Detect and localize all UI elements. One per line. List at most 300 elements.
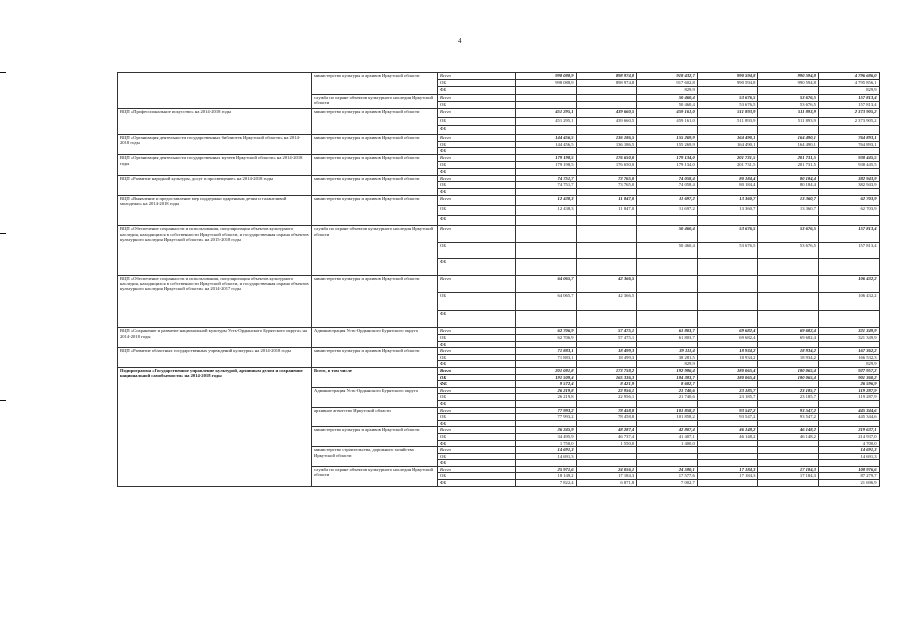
amount-cell (758, 126, 819, 135)
amount-cell: 12 438,3 (516, 195, 577, 205)
funding-source: Всего (438, 275, 516, 293)
program-name: ВЦП «Организация деятельности государственных библиотек Иркутской области» на 2014-2018 годы (118, 134, 312, 154)
amount-cell (697, 440, 758, 447)
program-name: ВЦП «Развитие народной культуры, досуг и просвещение» на 2014-2018 годы (118, 175, 312, 195)
amount-cell (516, 148, 577, 155)
amount-cell: 321 349,9 (818, 335, 879, 342)
amount-cell: 18 499,3 (576, 348, 637, 355)
amount-cell: 74 058,4 (637, 175, 698, 182)
amount-cell (697, 148, 758, 155)
executor-name: министерство культуры и архивов Иркутской области (312, 108, 438, 134)
amount-cell: 48 287,4 (576, 427, 637, 434)
amount-cell (576, 168, 637, 175)
amount-cell: 42 366,5 (576, 293, 637, 311)
executor-name: Администрация Усть-Ордынского Бурятского округа (312, 328, 438, 348)
amount-cell: 11 697,2 (637, 195, 698, 205)
amount-cell: 71 883,1 (516, 348, 577, 355)
executor-name: министерство культуры и архивов Иркутской области (312, 134, 438, 154)
amount-cell: 11 847,0 (576, 206, 637, 216)
funding-source: ОБ (438, 394, 516, 401)
program-name: ВЦП «Развитие областных государственных учреждений культуры» на 2014-2018 годы (118, 348, 312, 368)
amount-cell (516, 226, 577, 242)
amount-cell: 80 184,4 (697, 175, 758, 182)
executor-name: служба по охране объектов культурного наследия Иркутской области (312, 94, 438, 108)
amount-cell: 938 445,5 (818, 161, 879, 168)
executor-name: служба по охране объектов культурного наследия Иркутской области (312, 226, 438, 275)
amount-cell (818, 216, 879, 226)
amount-cell: 998 088,9 (516, 80, 577, 87)
funding-source: ФБ (438, 126, 516, 135)
amount-cell (818, 460, 879, 467)
amount-cell (697, 341, 758, 348)
amount-cell (637, 293, 698, 311)
amount-cell (576, 400, 637, 407)
funding-source: ОБ (438, 354, 516, 361)
margin-mark (0, 72, 6, 73)
amount-cell: 69 682,4 (697, 335, 758, 342)
amount-cell: 173 758,2 (576, 367, 637, 374)
amount-cell: 23 185,7 (758, 387, 819, 394)
amount-cell (516, 341, 577, 348)
amount-cell: 898 974,8 (576, 73, 637, 80)
amount-cell (516, 242, 577, 258)
funding-source: Всего (438, 195, 516, 205)
amount-cell: 201 081,8 (516, 367, 577, 374)
amount-cell: 23 185,7 (697, 394, 758, 401)
table-row (118, 175, 880, 182)
amount-cell: 12 438,3 (516, 206, 577, 216)
amount-cell: 179 134,0 (637, 161, 698, 168)
funding-source: ФБ (438, 148, 516, 155)
amount-cell (758, 480, 819, 487)
funding-source: ФБ (438, 361, 516, 368)
amount-cell: 164 490,1 (697, 141, 758, 148)
funding-source: ФБ (438, 259, 516, 275)
funding-source: Всего (438, 226, 516, 242)
executor-name: служба по охране объектов культурного наследия Иркутской области (312, 466, 438, 486)
amount-cell: 1 550,0 (576, 440, 637, 447)
funding-source: ФБ (438, 460, 516, 467)
executor-name: Всего, в том числе (312, 367, 438, 387)
amount-cell: 93 547,2 (758, 414, 819, 421)
amount-cell: 17 184,3 (758, 466, 819, 473)
funding-source: Всего (438, 427, 516, 434)
amount-cell (758, 420, 819, 427)
executor-name: министерство культуры и архивов Иркутской области (312, 275, 438, 328)
amount-cell: 93 547,2 (697, 414, 758, 421)
amount-cell: 57 475,1 (576, 335, 637, 342)
amount-cell (758, 310, 819, 328)
funding-source: ОБ (438, 453, 516, 460)
amount-cell (516, 400, 577, 407)
amount-cell (697, 259, 758, 275)
amount-cell: 2 373 905,2 (818, 108, 879, 117)
amount-cell: 4 795 856,1 (818, 80, 879, 87)
amount-cell (516, 94, 577, 101)
amount-cell: 42 366,5 (576, 275, 637, 293)
program-name: ВЦП «Обеспечение сохранности и использования, популяризация объектов культурного наследия, находящихся в собственности Иркутской области, и государственная охрана объектов культурного наследия Иркутской области» на 2015-2018 годы (118, 226, 312, 275)
amount-cell: 53 676,5 (758, 226, 819, 242)
amount-cell: 990 594,8 (697, 80, 758, 87)
amount-cell: 7 002,7 (637, 480, 698, 487)
amount-cell: 179 134,0 (637, 155, 698, 162)
funding-source: ФБ (438, 440, 516, 447)
table-row (118, 73, 880, 80)
funding-source: Всего (438, 134, 516, 141)
amount-cell (697, 460, 758, 467)
amount-cell: 53 676,5 (697, 242, 758, 258)
funding-source: ОБ (438, 80, 516, 87)
funding-source: ОБ (438, 473, 516, 480)
amount-cell: 87 279,7 (818, 473, 879, 480)
funding-source: Всего (438, 108, 516, 117)
amount-cell: 764 893,1 (818, 134, 879, 141)
amount-cell: 201 731,5 (758, 155, 819, 162)
amount-cell: 1 750,0 (516, 440, 577, 447)
page-number: 4 (458, 37, 462, 45)
amount-cell (516, 101, 577, 108)
amount-cell: 511 893,9 (697, 108, 758, 117)
amount-cell (576, 361, 637, 368)
amount-cell (516, 216, 577, 226)
budget-table (117, 72, 880, 487)
executor-name: министерство культуры и архивов Иркутской области (312, 73, 438, 95)
amount-cell: 46 737,4 (576, 433, 637, 440)
amount-cell (758, 460, 819, 467)
amount-cell: 77 993,2 (516, 407, 577, 414)
amount-cell: 165 336,3 (576, 374, 637, 381)
amount-cell: 53 676,5 (697, 101, 758, 108)
amount-cell: 990 594,8 (758, 80, 819, 87)
amount-cell (516, 420, 577, 427)
amount-cell: 764 893,1 (818, 141, 879, 148)
amount-cell (637, 168, 698, 175)
amount-cell (576, 94, 637, 101)
amount-cell (576, 460, 637, 467)
amount-cell (758, 216, 819, 226)
amount-cell: 7 822,4 (516, 480, 577, 487)
amount-cell: 17 184,3 (758, 473, 819, 480)
amount-cell: 918 432,7 (637, 73, 698, 80)
amount-cell: 451 295,1 (516, 117, 577, 126)
amount-cell: 74 751,7 (516, 175, 577, 182)
amount-cell: 34 495,9 (516, 433, 577, 440)
amount-cell (637, 341, 698, 348)
amount-cell (576, 148, 637, 155)
funding-source: ОБ (438, 206, 516, 216)
amount-cell: 17 577,6 (637, 473, 698, 480)
amount-cell: 26 596,9 (818, 381, 879, 388)
amount-cell: 73 765,0 (576, 175, 637, 182)
amount-cell: 101 858,2 (637, 407, 698, 414)
amount-cell: 511 893,9 (758, 117, 819, 126)
amount-cell: 22 956,1 (576, 394, 637, 401)
amount-cell (697, 216, 758, 226)
executor-name: министерство культуры и архивов Иркутской области (312, 348, 438, 368)
amount-cell (818, 310, 879, 328)
amount-cell: 80 184,4 (758, 175, 819, 182)
amount-cell (576, 87, 637, 94)
amount-cell: 42 807,4 (637, 427, 698, 434)
amount-cell: 53 676,5 (697, 226, 758, 242)
amount-cell: 14 691,3 (818, 447, 879, 454)
amount-cell: 167 362,2 (818, 348, 879, 355)
amount-cell (516, 189, 577, 196)
funding-source: Всего (438, 447, 516, 454)
amount-cell: 11 847,0 (576, 195, 637, 205)
table-row (118, 134, 880, 141)
amount-cell: 23 185,7 (697, 387, 758, 394)
amount-cell (818, 126, 879, 135)
amount-cell (758, 189, 819, 196)
amount-cell: 176 650,0 (576, 155, 637, 162)
amount-cell (758, 453, 819, 460)
table-row (118, 195, 880, 205)
amount-cell: 78 458,8 (576, 414, 637, 421)
amount-cell: 18 499,3 (576, 354, 637, 361)
amount-cell: 64 065,7 (516, 275, 577, 293)
funding-source: ОБ (438, 242, 516, 258)
amount-cell: 11 697,2 (637, 206, 698, 216)
executor-name: министерство культуры и архивов Иркутской области (312, 427, 438, 447)
amount-cell: 901 360,2 (818, 374, 879, 381)
amount-cell: 61 803,7 (637, 335, 698, 342)
funding-source: Всего (438, 387, 516, 394)
amount-cell: 18 149,2 (516, 473, 577, 480)
program-name: ВЦП «Сохранение и развитие национальной культуры Усть-Ордынского Бурятского округа» на 2014-2018 годы (118, 328, 312, 348)
amount-cell: 74 751,7 (516, 182, 577, 189)
funding-source: Всего (438, 155, 516, 162)
amount-cell: 46 148,2 (758, 433, 819, 440)
amount-cell: 459 161,0 (637, 108, 698, 117)
amount-cell: 26 219,8 (516, 394, 577, 401)
amount-cell: 24 580,1 (637, 466, 698, 473)
program-name: Подпрограмма «Государственное управление культурой, архивным делом и сохранение национальной самобытности» на 2014-2018 годы (118, 367, 312, 486)
amount-cell: 201 731,5 (697, 161, 758, 168)
amount-cell (697, 126, 758, 135)
funding-source: Всего (438, 367, 516, 374)
amount-cell (637, 275, 698, 293)
funding-source: Всего (438, 328, 516, 335)
amount-cell (697, 447, 758, 454)
amount-cell (697, 87, 758, 94)
amount-cell: 25 971,6 (516, 466, 577, 473)
amount-cell: 62 706,9 (516, 328, 577, 335)
table-row (118, 155, 880, 162)
amount-cell: 511 893,9 (697, 117, 758, 126)
funding-source: ФБ (438, 400, 516, 407)
program-name: ВЦП «Профессиональное искусство» на 2014-2018 годы (118, 108, 312, 134)
amount-cell (758, 341, 819, 348)
margin-mark (0, 400, 6, 401)
amount-cell: 78 458,8 (576, 407, 637, 414)
funding-source: ОБ (438, 374, 516, 381)
amount-cell (818, 400, 879, 407)
amount-cell: 77 993,2 (516, 414, 577, 421)
funding-source: ФБ (438, 87, 516, 94)
amount-cell (637, 420, 698, 427)
amount-cell (637, 460, 698, 467)
amount-cell: 829,9 (637, 87, 698, 94)
amount-cell: 53 676,5 (758, 101, 819, 108)
amount-cell: 13 360,7 (758, 195, 819, 205)
amount-cell: 998 088,9 (516, 73, 577, 80)
amount-cell (697, 310, 758, 328)
amount-cell: 50 460,4 (637, 242, 698, 258)
funding-source: Всего (438, 175, 516, 182)
amount-cell: 201 731,5 (758, 161, 819, 168)
amount-cell (516, 310, 577, 328)
amount-cell: 13 360,7 (697, 195, 758, 205)
funding-source: ОБ (438, 117, 516, 126)
executor-name: Администрация Усть-Ордынского Бурятского округа (312, 387, 438, 407)
funding-source: ФБ (438, 216, 516, 226)
amount-cell: 180 065,4 (758, 367, 819, 374)
amount-cell: 69 682,4 (758, 335, 819, 342)
amount-cell: 18 934,2 (758, 348, 819, 355)
amount-cell: 93 547,2 (758, 407, 819, 414)
amount-cell: 4 700,0 (818, 440, 879, 447)
amount-cell: 938 445,5 (818, 155, 879, 162)
funding-source: Всего (438, 407, 516, 414)
funding-source: ОБ (438, 414, 516, 421)
amount-cell: 93 547,2 (697, 407, 758, 414)
amount-cell (758, 275, 819, 293)
amount-cell: 53 676,5 (697, 94, 758, 101)
amount-cell (576, 259, 637, 275)
amount-cell: 57 475,1 (576, 328, 637, 335)
funding-source: ОБ (438, 141, 516, 148)
funding-source: ОБ (438, 101, 516, 108)
amount-cell: 53 676,5 (758, 242, 819, 258)
amount-cell: 18 934,2 (758, 354, 819, 361)
amount-cell: 50 460,4 (637, 101, 698, 108)
amount-cell (637, 148, 698, 155)
table-row (118, 226, 880, 242)
program-name: ВЦП «Организация деятельности государственных музеев Иркутской области» на 2014-2018 годы (118, 155, 312, 175)
amount-cell: 9 572,4 (516, 381, 577, 388)
table-row (118, 275, 880, 293)
amount-cell (697, 453, 758, 460)
amount-cell: 829,9 (637, 361, 698, 368)
funding-source: ФБ (438, 480, 516, 487)
amount-cell (697, 361, 758, 368)
amount-cell: 46 148,2 (697, 427, 758, 434)
funding-source: Всего (438, 466, 516, 473)
executor-name: министерство строительства, дорожного хозяйства Иркутской области (312, 447, 438, 467)
amount-cell: 17 184,3 (697, 473, 758, 480)
amount-cell: 180 065,4 (697, 367, 758, 374)
budget-table-body (118, 73, 880, 487)
amount-cell: 445 344,6 (818, 414, 879, 421)
amount-cell: 2 373 905,2 (818, 117, 879, 126)
amount-cell: 106 432,2 (818, 275, 879, 293)
margin-mark (0, 233, 6, 234)
amount-cell: 1 400,0 (637, 440, 698, 447)
amount-cell (758, 361, 819, 368)
amount-cell: 39 111,4 (637, 348, 698, 355)
amount-cell: 180 065,4 (758, 374, 819, 381)
amount-cell: 321 349,9 (818, 328, 879, 335)
funding-source: ФБ (438, 420, 516, 427)
amount-cell: 192 986,4 (637, 367, 698, 374)
amount-cell (516, 259, 577, 275)
amount-cell: 990 594,8 (697, 73, 758, 80)
amount-cell: 41 407,1 (637, 433, 698, 440)
amount-cell (637, 259, 698, 275)
amount-cell (637, 400, 698, 407)
amount-cell: 80 184,4 (697, 182, 758, 189)
amount-cell: 176 650,0 (576, 161, 637, 168)
amount-cell (758, 168, 819, 175)
funding-source: ФБ (438, 381, 516, 388)
amount-cell (576, 310, 637, 328)
amount-cell: 80 184,4 (758, 182, 819, 189)
amount-cell: 4 796 686,0 (818, 73, 879, 80)
amount-cell: 69 682,4 (697, 328, 758, 335)
amount-cell: 73 765,0 (576, 182, 637, 189)
amount-cell (516, 87, 577, 94)
amount-cell: 191 509,4 (516, 374, 577, 381)
amount-cell: 157 813,4 (818, 226, 879, 242)
table-row (118, 328, 880, 335)
amount-cell: 50 460,4 (637, 226, 698, 242)
amount-cell: 164 490,1 (758, 134, 819, 141)
amount-cell: 179 198,5 (516, 161, 577, 168)
amount-cell: 71 883,1 (516, 354, 577, 361)
amount-cell (697, 293, 758, 311)
program-name: ВЦП «Обеспечение сохранности и использования, популяризация объектов культурного наследия, находящихся в собственности Иркутской области, и государственная охрана объектов культурного наследия Иркутской области» на 2014-2017 годы (118, 275, 312, 328)
amount-cell (697, 189, 758, 196)
amount-cell (818, 259, 879, 275)
amount-cell (818, 341, 879, 348)
amount-cell: 69 682,4 (758, 328, 819, 335)
amount-cell (637, 126, 698, 135)
amount-cell: 184 383,7 (637, 374, 698, 381)
amount-cell: 119 287,9 (818, 394, 879, 401)
amount-cell: 13 360,7 (697, 206, 758, 216)
amount-cell (758, 87, 819, 94)
amount-cell: 157 813,4 (818, 101, 879, 108)
amount-cell: 829,9 (818, 87, 879, 94)
funding-source: ОБ (438, 335, 516, 342)
amount-cell: 157 813,4 (818, 242, 879, 258)
amount-cell (758, 447, 819, 454)
amount-cell: 459 161,0 (637, 117, 698, 126)
amount-cell (637, 453, 698, 460)
amount-cell: 24 056,1 (576, 466, 637, 473)
amount-cell: 164 490,1 (697, 134, 758, 141)
amount-cell: 6 871,8 (576, 480, 637, 487)
amount-cell: 439 660,5 (576, 117, 637, 126)
amount-cell: 382 943,9 (818, 175, 879, 182)
amount-cell: 108 976,6 (818, 466, 879, 473)
funding-source: ОБ (438, 182, 516, 189)
table-row (118, 108, 880, 117)
amount-cell (758, 148, 819, 155)
table-row (118, 348, 880, 355)
amount-cell (516, 460, 577, 467)
executor-name: архивное агентство Иркутской области (312, 407, 438, 427)
amount-cell: 451 295,1 (516, 108, 577, 117)
table-row (118, 367, 880, 374)
amount-cell: 17 184,3 (576, 473, 637, 480)
amount-cell (818, 189, 879, 196)
amount-cell: 53 676,5 (758, 94, 819, 101)
amount-cell (576, 453, 637, 460)
program-name: ВЦП «Выявление и предоставление мер поддержки одаренным детям и талантливой молодежи» на 2014-2018 годы (118, 195, 312, 226)
amount-cell (516, 126, 577, 135)
